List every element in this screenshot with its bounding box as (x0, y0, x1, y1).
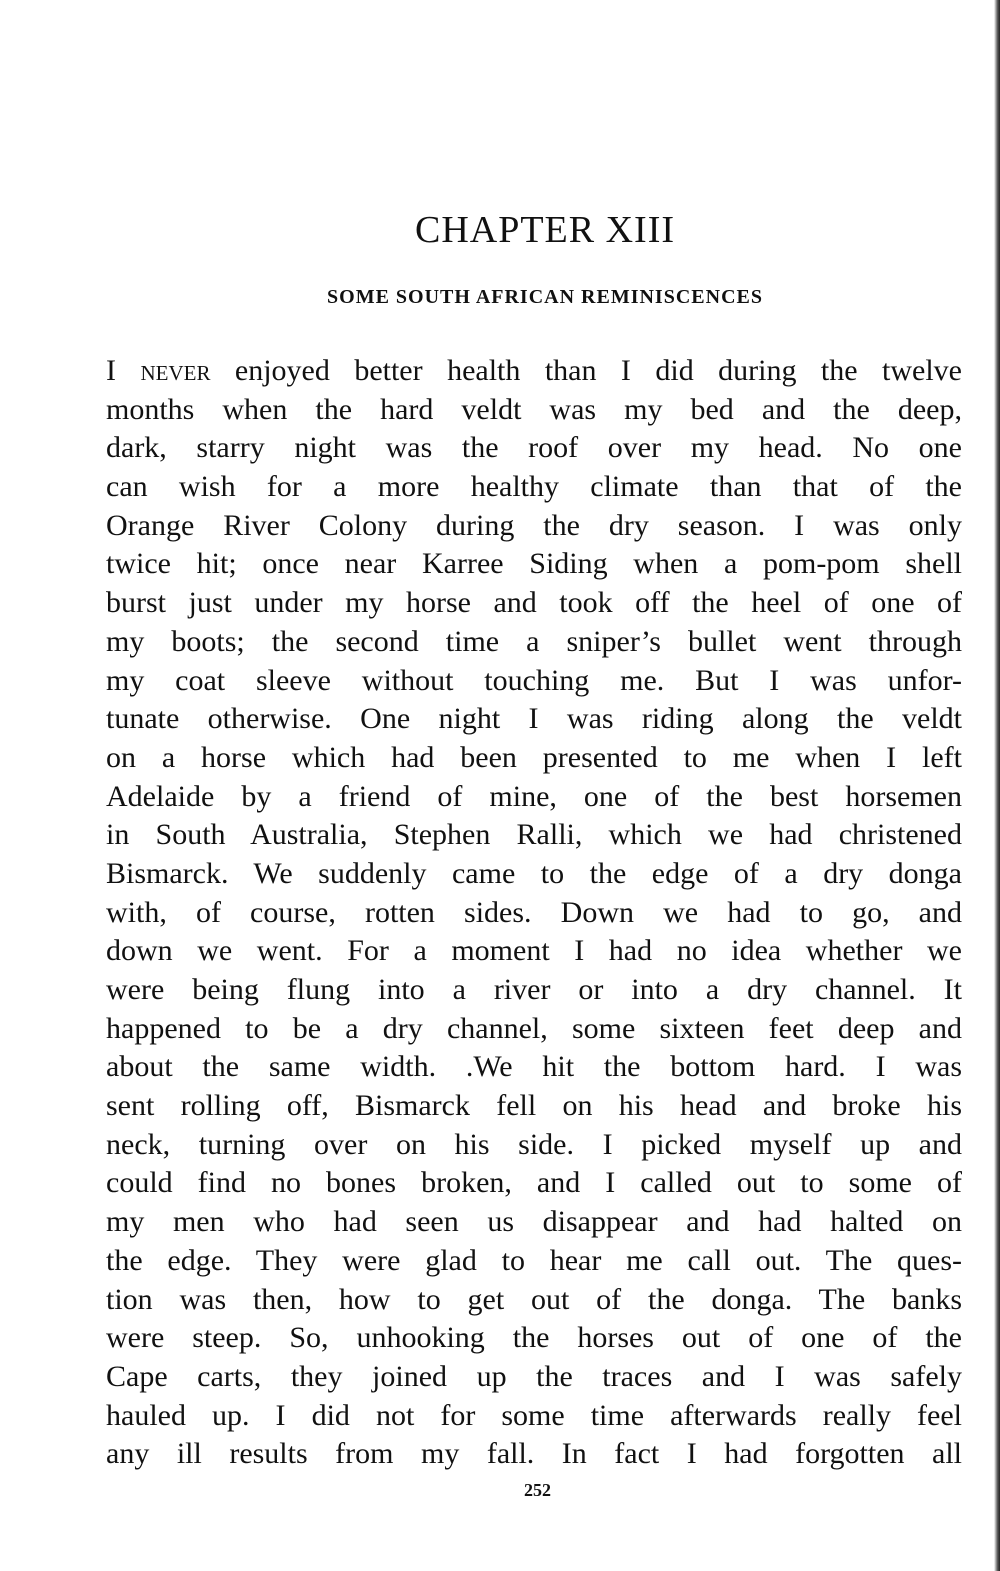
text-line: about the same width. .We hit the bottom hard. I was (106, 1050, 962, 1084)
text-line: were being flung into a river or into a dry channel. It (106, 973, 962, 1006)
body-text (106, 352, 962, 1474)
text-line: burst just under my horse and took off the heel of one of (106, 586, 962, 620)
text-line: can wish for a more healthy climate than that of the (106, 470, 962, 504)
text-line: dark, starry night was the roof over my head. No one (106, 431, 962, 465)
text-line: twice hit; once near Karree Siding when a pom-pom shell (106, 547, 962, 581)
first-line-rest: enjoyed better health than I did during the twelve (210, 354, 962, 387)
chapter-title: CHAPTER XIII (414, 209, 676, 251)
text-line: tion was then, how to get out of the donga. The banks (106, 1282, 962, 1316)
text-line: tunate otherwise. One night I was riding along the veldt (106, 702, 962, 736)
text-line: were steep. So, unhooking the horses out of one of the (106, 1321, 962, 1355)
text-line: down we went. For a moment I had no idea whether we (106, 934, 962, 968)
text-line: neck, turning over on his side. I picked myself up and (106, 1127, 962, 1161)
text-line: Bismarck. We suddenly came to the edge of a dry donga (106, 856, 962, 890)
text-line: my boots; the second time a sniper’s bullet went through (106, 624, 962, 658)
text-line: my men who had seen us disappear and had halted on (106, 1205, 962, 1239)
text-line: happened to be a dry channel, some sixteen feet deep and (106, 1011, 962, 1045)
text-line: the edge. They were glad to hear me call out. The ques- (106, 1243, 962, 1277)
page-number: 252 (524, 1480, 551, 1500)
text-line: hauled up. I did not for some time afterwards really feel (106, 1398, 962, 1432)
text-line: with, of course, rotten sides. Down we had to go, and (106, 895, 962, 929)
text-line: Adelaide by a friend of mine, one of the best horsemen (106, 779, 962, 813)
text-line: Orange River Colony during the dry season. I was only (106, 508, 962, 542)
text-line: any ill results from my fall. In fact I had forgotten all (106, 1437, 962, 1471)
text-line: on a horse which had been presented to me when I left (106, 740, 962, 774)
text-line: in South Australia, Stephen Ralli, which we had christened (106, 818, 962, 852)
text-line: Cape carts, they joined up the traces and I was safely (106, 1359, 962, 1393)
text-line: sent rolling off, Bismarck fell on his head and broke his (106, 1089, 962, 1123)
text-line: could find no bones broken, and I called out to some of (106, 1166, 962, 1200)
text-line-first (106, 352, 962, 391)
text-line: my coat sleeve without touching me. But I was unfor- (106, 663, 962, 697)
chapter-subtitle: SOME SOUTH AFRICAN REMINISCENCES (327, 286, 763, 308)
text-line: months when the hard veldt was my bed and the deep, (106, 392, 962, 426)
first-line-smallcaps: never (140, 354, 211, 387)
first-line-lead: I (106, 354, 141, 387)
